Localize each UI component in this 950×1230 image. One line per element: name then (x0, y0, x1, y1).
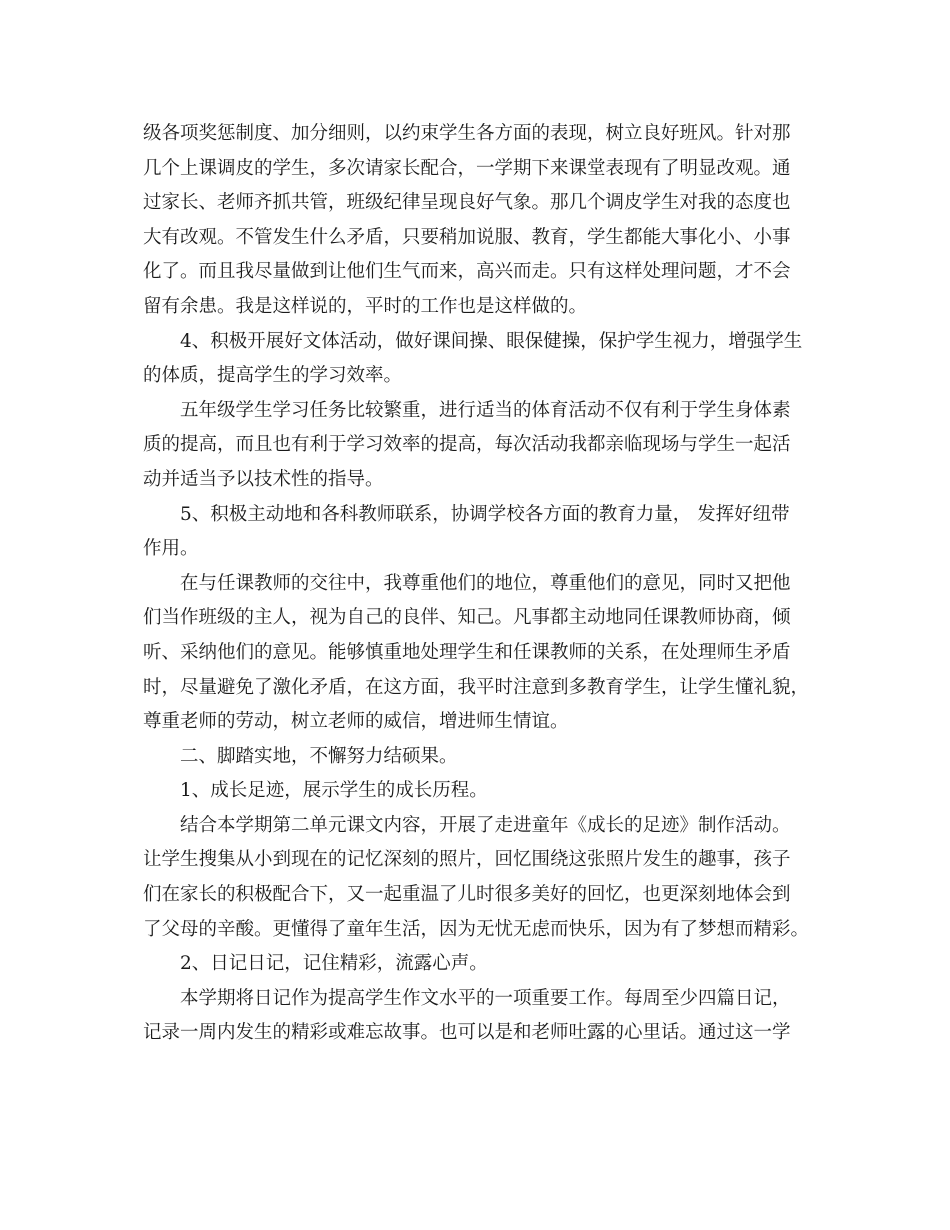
text-line: 的体质，提高学生的学习效率。 (143, 365, 403, 387)
text-line: 作用。 (143, 538, 199, 560)
subsection-heading: 2、日记日记，记住精彩，流露心声。 (180, 953, 488, 975)
subsection-heading: 1、成长足迹，展示学生的成长历程。 (180, 780, 488, 802)
text-line: 五年级学生学习任务比较繁重，进行适当的体育活动不仅有利于学生身体素 (180, 399, 791, 421)
text-line: 大有改观。不管发生什么矛盾，只要稍加说服、教育，学生都能大事化小、小事 (143, 226, 791, 248)
text-line: 过家长、老师齐抓共管，班级纪律呈现良好气象。那几个调皮学生对我的态度也 (143, 192, 791, 214)
text-line: 尊重老师的劳动，树立老师的威信，增进师生情谊。 (143, 711, 569, 733)
text-line: 在与任课教师的交往中，我尊重他们的地位，尊重他们的意见，同时又把他 (180, 572, 791, 594)
text-line: 让学生搜集从小到现在的记忆深刻的照片，回忆围绕这张照片发生的趣事，孩子 (143, 849, 791, 871)
text-line: 留有余患。我是这样说的，平时的工作也是这样做的。 (143, 295, 588, 317)
text-line: 动并适当予以技术性的指导。 (143, 468, 384, 490)
text-line: 化了。而且我尽量做到让他们生气而来，高兴而走。只有这样处理问题，才不会 (143, 261, 791, 283)
text-line: 4、积极开展好文体活动，做好课间操、眼保健操，保护学生视力，增强学生 (180, 330, 803, 352)
text-line: 本学期将日记作为提高学生作文水平的一项重要工作。每周至少四篇日记， (180, 987, 791, 1009)
text-line: 结合本学期第二单元课文内容，开展了走进童年《成长的足迹》制作活动。 (180, 814, 791, 836)
section-heading: 二、脚踏实地，不懈努力结硕果。 (180, 745, 458, 767)
document-body (143, 117, 810, 1051)
text-line: 们在家长的积极配合下，又一起重温了儿时很多美好的回忆，也更深刻地体会到 (143, 884, 791, 906)
text-line: 们当作班级的主人，视为自己的良伴、知己。凡事都主动地同任课教师协商，倾 (143, 607, 791, 629)
text-line: 质的提高，而且也有利于学习效率的提高，每次活动我都亲临现场与学生一起活 (143, 434, 791, 456)
text-line: 了父母的辛酸。更懂得了童年生活，因为无忧无虑而快乐，因为有了梦想而精彩。 (143, 918, 810, 940)
text-line: 时，尽量避免了激化矛盾，在这方面，我平时注意到多教育学生，让学生懂礼貌， (143, 676, 810, 698)
text-line: 记录一周内发生的精彩或难忘故事。也可以是和老师吐露的心里话。通过这一学 (143, 1022, 791, 1044)
text-line: 几个上课调皮的学生，多次请家长配合，一学期下来课堂表现有了明显改观。通 (143, 157, 791, 179)
text-line: 听、采纳他们的意见。能够慎重地处理学生和任课教师的关系，在处理师生矛盾 (143, 641, 791, 663)
text-line: 级各项奖惩制度、加分细则，以约束学生各方面的表现，树立良好班风。针对那 (143, 123, 791, 144)
text-line: 5、积极主动地和各科教师联系，协调学校各方面的教育力量， 发挥好纽带 (180, 503, 790, 525)
